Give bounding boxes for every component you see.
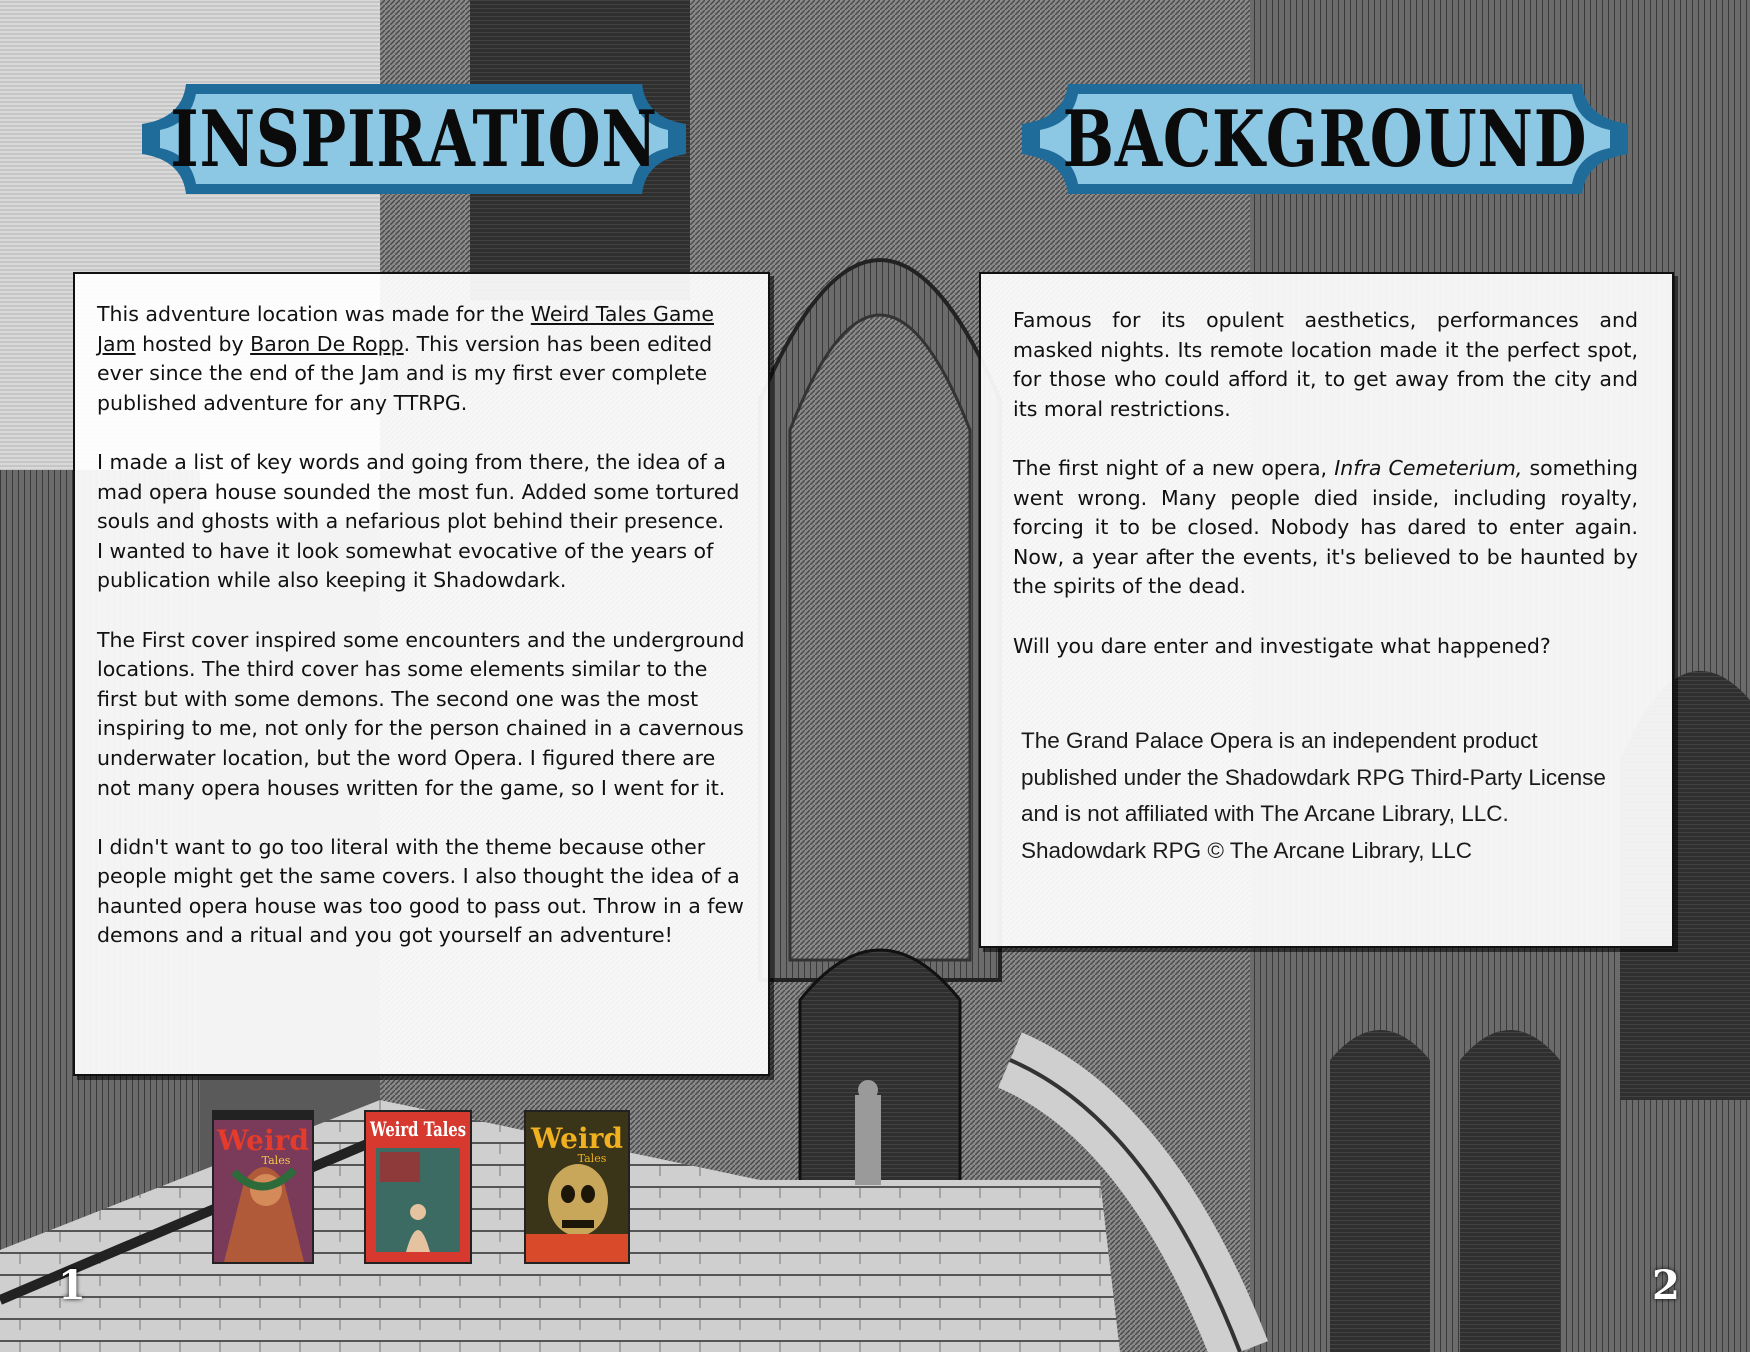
background-banner bbox=[1018, 78, 1632, 200]
weird-tales-cover-1 bbox=[212, 1110, 314, 1264]
page-number-left: 1 bbox=[58, 1262, 86, 1309]
cover-1-masthead: Weird bbox=[217, 1124, 309, 1157]
baron-de-ropp-link[interactable]: Baron De Ropp bbox=[250, 331, 404, 356]
cover-3-masthead-2: Tales bbox=[577, 1152, 607, 1165]
background-p2-text: The first night of a new opera, bbox=[1013, 455, 1335, 480]
inspiration-paragraph-2: I made a list of key words and going from there, the idea of a mad opera house sounded the most fun. Added some tortured souls and ghosts with a nefarious plot behind their presence. bbox=[97, 449, 740, 534]
opera-title-italic: Infra Cemeterium, bbox=[1334, 455, 1523, 480]
inspiration-panel bbox=[73, 272, 770, 1076]
inspiration-p1-mid: hosted by bbox=[135, 331, 251, 356]
weird-tales-cover-2 bbox=[364, 1110, 472, 1264]
inspiration-p1-text: This adventure location was made for the bbox=[97, 302, 531, 326]
cover-1-masthead-2: Tales bbox=[261, 1154, 291, 1167]
inspiration-title: INSPIRATION bbox=[170, 93, 658, 185]
background-panel bbox=[979, 272, 1674, 948]
background-title: BACKGROUND bbox=[1062, 93, 1588, 185]
inspiration-banner bbox=[138, 78, 690, 200]
weird-tales-game-jam-link[interactable]: Weird Tales Game Jam bbox=[97, 302, 714, 356]
background-p2-post: something went wrong. Many people died inside, including royalty, forcing it to be closed. Nobody has dared to enter again. Now, a year after the events, it's believed to be haunted by the spirits of the dead. bbox=[1013, 455, 1638, 599]
page-number-right: 2 bbox=[1652, 1262, 1680, 1309]
inspiration-paragraph-4: The First cover inspired some encounters and the underground locations. The third cover has some elements similar to the first but with some demons. The second one was the most inspiring to me, not only for the person chained in a cavernous underwater location, but the word Opera. I figured there are not many opera houses written for the game, so I went for it. bbox=[97, 627, 745, 800]
inspiration-paragraph-5: I didn't want to go too literal with the theme because other people might get the same covers. I also thought the idea of a haunted opera house was too good to pass out. Throw in a few demons and a ritual and you got yourself an adventure! bbox=[97, 834, 744, 948]
cover-2-masthead: Weird Tales bbox=[369, 1117, 466, 1141]
inspiration-paragraph-1 bbox=[97, 300, 746, 418]
cover-3-masthead: Weird bbox=[531, 1122, 623, 1155]
background-paragraph-1: Famous for its opulent aesthetics, performances and masked nights. Its remote location made it the perfect spot, for those who could afford it, to get away from the city and its moral restrictions. bbox=[1013, 308, 1638, 421]
inspiration-paragraph-3: I wanted to have it look somewhat evocative of the years of publication while also keeping it Shadowdark. bbox=[97, 538, 714, 593]
weird-tales-cover-3 bbox=[524, 1110, 630, 1264]
background-paragraph-3: Will you dare enter and investigate what happened? bbox=[1013, 633, 1551, 658]
license-notice: The Grand Palace Opera is an independent product published under the Shadowdark RPG Third-Party License and is not affiliated with The Arcane Library, LLC. Shadowdark RPG © The Arcane Library, LLC bbox=[1021, 728, 1606, 863]
background-paragraph-2 bbox=[1013, 454, 1638, 602]
inspiration-p1-post: . This version has been edited ever since the end of the Jam and is my first ever complete published adventure for any TTRPG. bbox=[97, 331, 713, 415]
